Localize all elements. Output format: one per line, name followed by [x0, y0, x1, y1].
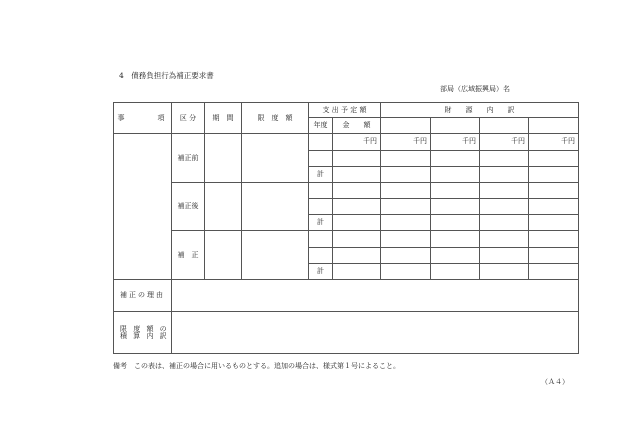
fiscal-year-cell: [309, 182, 333, 198]
funding-cell: [381, 231, 431, 247]
amount-cell: [333, 199, 381, 215]
subtotal-label: 計: [309, 263, 333, 279]
category-correction: 補 正: [172, 231, 205, 280]
calc-breakdown-value: [172, 312, 579, 354]
fiscal-year-cell: [309, 247, 333, 263]
funding-cell: [431, 182, 480, 198]
amount-cell: [333, 247, 381, 263]
calc-breakdown-label: [114, 312, 172, 354]
unit-label: 千円: [529, 134, 579, 150]
funding-cell: [480, 182, 529, 198]
fiscal-year-cell: [309, 231, 333, 247]
fiscal-year-cell: [309, 199, 333, 215]
funding-cell: [480, 166, 529, 182]
amount-cell: [333, 166, 381, 182]
calc-label-line1: 限 度 額 の: [120, 324, 169, 333]
category-after: 補正後: [172, 182, 205, 231]
period-before: [205, 134, 242, 183]
amount-cell: [333, 215, 381, 231]
amount-cell: [333, 150, 381, 166]
amount-cell: [333, 231, 381, 247]
fiscal-year-cell: [309, 150, 333, 166]
header-fiscal-year: 年度: [309, 118, 333, 134]
subtotal-label: 計: [309, 166, 333, 182]
header-funding-breakdown: 財 源 内 訳: [381, 103, 579, 118]
funding-cell: [431, 247, 480, 263]
funding-cell: [480, 247, 529, 263]
funding-col-2-header: [431, 118, 480, 134]
limit-after: [242, 182, 309, 231]
correction-request-table: [113, 102, 579, 354]
funding-cell: [431, 150, 480, 166]
funding-cell: [480, 231, 529, 247]
fiscal-year-cell: [309, 134, 333, 150]
funding-cell: [529, 215, 579, 231]
funding-col-4-header: [529, 118, 579, 134]
funding-cell: [529, 231, 579, 247]
funding-cell: [529, 247, 579, 263]
funding-cell: [381, 199, 431, 215]
category-before: 補正前: [172, 134, 205, 183]
period-after: [205, 182, 242, 231]
unit-label: 千円: [431, 134, 480, 150]
funding-cell: [381, 150, 431, 166]
unit-label: 千円: [480, 134, 529, 150]
funding-cell: [431, 215, 480, 231]
amount-cell: [333, 263, 381, 279]
item-cell: [114, 134, 172, 280]
header-period: 期 間: [205, 103, 242, 134]
funding-col-3-header: [480, 118, 529, 134]
funding-cell: [529, 182, 579, 198]
limit-correction: [242, 231, 309, 280]
header-limit-amount: 限 度 額: [242, 103, 309, 134]
reason-label: 補正の理由: [114, 280, 172, 312]
funding-cell: [431, 231, 480, 247]
funding-cell: [529, 199, 579, 215]
period-correction: [205, 231, 242, 280]
reason-value: [172, 280, 579, 312]
limit-before: [242, 134, 309, 183]
funding-cell: [480, 150, 529, 166]
unit-label: 千円: [333, 134, 381, 150]
funding-cell: [381, 263, 431, 279]
funding-cell: [480, 215, 529, 231]
funding-cell: [381, 182, 431, 198]
funding-cell: [381, 247, 431, 263]
funding-cell: [480, 263, 529, 279]
header-item: 事 項: [114, 103, 172, 134]
funding-cell: [529, 263, 579, 279]
header-planned-expenditure: 支 出 予 定 額: [309, 103, 381, 118]
header-category: 区 分: [172, 103, 205, 134]
funding-cell: [431, 166, 480, 182]
funding-cell: [480, 199, 529, 215]
funding-cell: [381, 215, 431, 231]
funding-cell: [529, 150, 579, 166]
funding-col-1-header: [381, 118, 431, 134]
calc-label-line2: 積 算 内 訳: [120, 331, 169, 340]
funding-cell: [529, 166, 579, 182]
form-title: 4 債務負担行為補正要求書: [119, 71, 214, 80]
department-name-label: 部局（広域振興局）名: [440, 85, 510, 93]
paper-size-label: （Ａ４）: [541, 378, 569, 386]
funding-cell: [381, 166, 431, 182]
funding-cell: [431, 199, 480, 215]
funding-cell: [431, 263, 480, 279]
unit-label: 千円: [381, 134, 431, 150]
amount-cell: [333, 182, 381, 198]
subtotal-label: 計: [309, 215, 333, 231]
header-amount: 金 額: [333, 118, 381, 134]
remarks-note: 備考 この表は、補正の場合に用いるものとする。追加の場合は、様式第１号によること。: [113, 362, 400, 370]
